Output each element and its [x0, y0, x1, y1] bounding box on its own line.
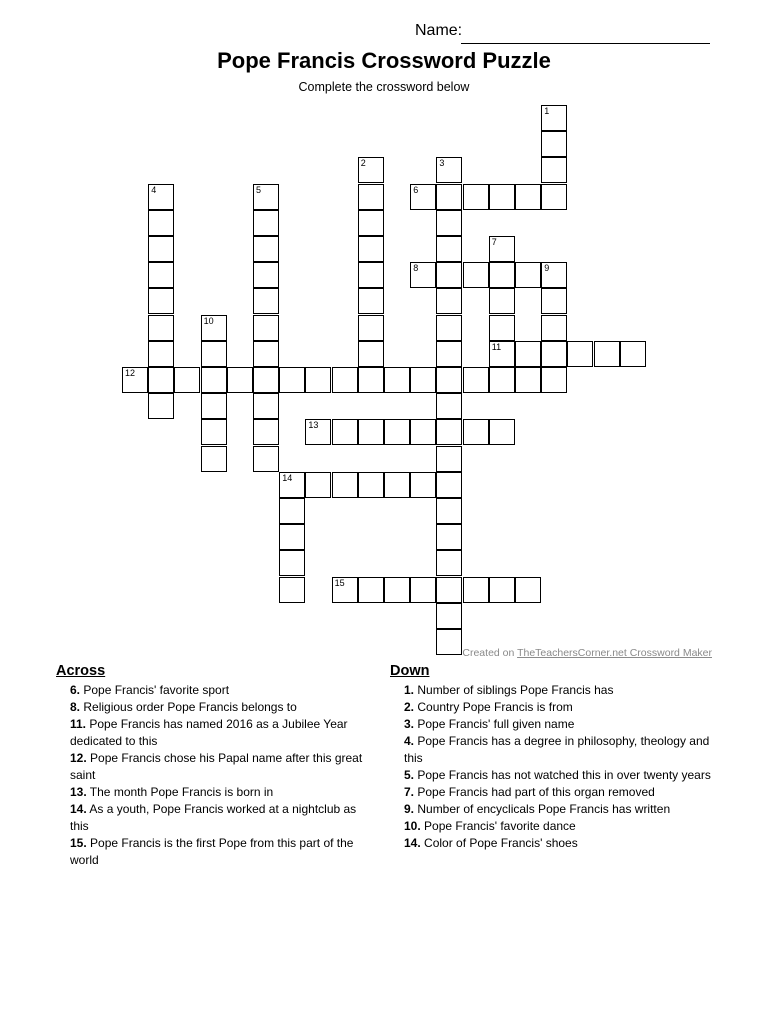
puzzle-title: Pope Francis Crossword Puzzle — [217, 48, 551, 73]
clue-item-number: 5. — [404, 768, 415, 782]
clue-item — [390, 818, 712, 835]
clue-item — [390, 699, 712, 716]
grid-cell[interactable] — [463, 577, 489, 603]
clue-item — [56, 784, 378, 801]
grid-cell[interactable] — [358, 157, 384, 183]
grid-cell[interactable] — [410, 262, 436, 288]
grid-cell[interactable] — [358, 315, 384, 341]
grid-cell[interactable] — [148, 367, 174, 393]
grid-cell[interactable] — [253, 288, 279, 314]
grid-cell[interactable] — [358, 577, 384, 603]
grid-cell[interactable] — [463, 184, 489, 210]
grid-cell[interactable] — [436, 472, 462, 498]
clue-number: 10 — [203, 315, 214, 326]
grid-cell[interactable] — [384, 472, 410, 498]
clue-item — [390, 801, 712, 818]
grid-cell[interactable] — [436, 341, 462, 367]
grid-cell[interactable] — [253, 210, 279, 236]
grid-cell[interactable] — [410, 184, 436, 210]
clue-item-number: 11. — [70, 717, 87, 731]
clue-number: 14 — [282, 472, 293, 483]
clue-item-text: Pope Francis had part of this organ removed — [414, 785, 655, 799]
grid-cell[interactable] — [436, 419, 462, 445]
grid-cell[interactable] — [541, 184, 567, 210]
grid-cell[interactable] — [358, 419, 384, 445]
grid-cell[interactable] — [384, 577, 410, 603]
clue-item-text: Pope Francis has not watched this in over twenty years — [414, 768, 711, 782]
grid-cell[interactable] — [332, 577, 358, 603]
grid-cell[interactable] — [279, 472, 305, 498]
clue-item-number: 7. — [404, 785, 415, 799]
clue-item — [390, 682, 712, 699]
grid-cell[interactable] — [436, 288, 462, 314]
clue-number: 5 — [256, 184, 262, 195]
grid-cell[interactable] — [148, 210, 174, 236]
grid-cell[interactable] — [305, 472, 331, 498]
clue-number: 6 — [413, 184, 419, 195]
clue-item-text: Color of Pope Francis' shoes — [420, 836, 578, 850]
clue-item — [390, 716, 712, 733]
clue-item-text: Religious order Pope Francis belongs to — [80, 700, 297, 714]
grid-cell[interactable] — [358, 288, 384, 314]
grid-cell[interactable] — [227, 367, 253, 393]
grid-cell[interactable] — [410, 367, 436, 393]
grid-cell[interactable] — [541, 288, 567, 314]
grid-cell[interactable] — [148, 288, 174, 314]
clue-item — [56, 835, 378, 869]
grid-cell[interactable] — [253, 393, 279, 419]
grid-cell[interactable] — [489, 262, 515, 288]
grid-cell[interactable] — [489, 184, 515, 210]
grid-cell[interactable] — [436, 262, 462, 288]
clue-item — [390, 835, 712, 852]
grid-cell[interactable] — [620, 341, 646, 367]
clue-number: 1 — [544, 106, 550, 116]
clue-number: 3 — [439, 158, 445, 169]
clue-item-number: 6. — [70, 683, 81, 697]
grid-cell[interactable] — [279, 498, 305, 524]
grid-cell[interactable] — [305, 419, 331, 445]
grid-cell[interactable] — [436, 393, 462, 419]
grid-cell[interactable] — [148, 262, 174, 288]
clue-item-text: Pope Francis chose his Papal name after this great saint — [70, 751, 363, 782]
grid-cell[interactable] — [436, 524, 462, 550]
clue-number: 9 — [544, 263, 550, 274]
grid-cell[interactable] — [253, 184, 279, 210]
clue-item-text: Number of encyclicals Pope Francis has written — [414, 802, 671, 816]
across-clue-list — [56, 682, 378, 869]
grid-cell[interactable] — [489, 367, 515, 393]
clue-item-number: 14. — [70, 802, 87, 816]
grid-cell[interactable] — [201, 367, 227, 393]
grid-cell[interactable] — [201, 315, 227, 341]
grid-cell[interactable] — [201, 419, 227, 445]
grid-cell[interactable] — [253, 367, 279, 393]
clue-number: 8 — [413, 263, 419, 274]
grid-cell[interactable] — [358, 184, 384, 210]
grid-cell[interactable] — [358, 210, 384, 236]
clue-item-number: 8. — [70, 700, 81, 714]
grid-cell[interactable] — [253, 341, 279, 367]
clue-item — [56, 716, 378, 750]
grid-cell[interactable] — [436, 184, 462, 210]
grid-cell[interactable] — [541, 341, 567, 367]
grid-cell[interactable] — [436, 236, 462, 262]
grid-cell[interactable] — [541, 367, 567, 393]
grid-cell[interactable] — [515, 184, 541, 210]
clue-item-number: 2. — [404, 700, 415, 714]
grid-cell[interactable] — [332, 419, 358, 445]
grid-cell[interactable] — [515, 262, 541, 288]
clue-item-text: Pope Francis' favorite sport — [80, 683, 230, 697]
clue-item-text: Pope Francis' full given name — [414, 717, 575, 731]
grid-cell[interactable] — [515, 577, 541, 603]
clue-item-number: 12. — [70, 751, 87, 765]
credit-link[interactable]: TheTeachersCorner.net Crossword Maker — [517, 647, 712, 659]
grid-cell[interactable] — [358, 367, 384, 393]
clue-item-number: 15. — [70, 836, 87, 850]
grid-cell[interactable] — [436, 603, 462, 629]
grid-cell[interactable] — [305, 367, 331, 393]
grid-cell[interactable] — [253, 236, 279, 262]
clue-item — [390, 784, 712, 801]
clue-item — [56, 750, 378, 784]
grid-cell[interactable] — [541, 315, 567, 341]
clue-item-text: Pope Francis has a degree in philosophy, theology and this — [404, 734, 710, 765]
clue-item-number: 9. — [404, 802, 415, 816]
grid-cell[interactable] — [174, 367, 200, 393]
grid-cell[interactable] — [541, 105, 567, 131]
clue-item — [390, 733, 712, 767]
clue-item-number: 10. — [404, 819, 421, 833]
down-clue-list — [390, 682, 712, 852]
clue-number: 2 — [360, 158, 366, 169]
clue-item-number: 13. — [70, 785, 87, 799]
clue-item-text: Number of siblings Pope Francis has — [414, 683, 614, 697]
grid-cell[interactable] — [358, 262, 384, 288]
grid-cell[interactable] — [436, 157, 462, 183]
clue-number: 11 — [491, 341, 502, 352]
clue-item — [56, 801, 378, 835]
clue-item-text: Country Pope Francis is from — [414, 700, 573, 714]
grid-cell[interactable] — [436, 446, 462, 472]
grid-cell[interactable] — [253, 419, 279, 445]
across-heading: Across — [56, 663, 106, 679]
grid-cell[interactable] — [253, 315, 279, 341]
grid-cell[interactable] — [384, 419, 410, 445]
grid-cell[interactable] — [279, 550, 305, 576]
grid-cell[interactable] — [436, 367, 462, 393]
grid-cell[interactable] — [148, 236, 174, 262]
down-heading: Down — [390, 663, 430, 679]
clue-item-text: Pope Francis has named 2016 as a Jubilee Year dedicated to this — [70, 717, 348, 748]
grid-cell[interactable] — [148, 184, 174, 210]
clue-item-text: Pope Francis is the first Pope from this part of the world — [70, 836, 354, 867]
grid-cell[interactable] — [489, 288, 515, 314]
clue-item-number: 3. — [404, 717, 415, 731]
clue-item-text: The month Pope Francis is born in — [86, 785, 274, 799]
grid-cell[interactable] — [122, 367, 148, 393]
grid-cell[interactable] — [463, 419, 489, 445]
grid-cell[interactable] — [253, 262, 279, 288]
clue-item-text: As a youth, Pope Francis worked at a nightclub as this — [70, 802, 357, 833]
grid-cell[interactable] — [148, 315, 174, 341]
grid-cell[interactable] — [279, 577, 305, 603]
credit-prefix: Created on — [462, 647, 518, 659]
across-clues — [56, 662, 378, 869]
grid-cell[interactable] — [358, 236, 384, 262]
grid-cell[interactable] — [489, 315, 515, 341]
grid-cell[interactable] — [279, 524, 305, 550]
grid-cell[interactable] — [541, 157, 567, 183]
grid-cell[interactable] — [594, 341, 620, 367]
clue-number: 15 — [334, 577, 345, 588]
grid-cell[interactable] — [358, 472, 384, 498]
grid-cell[interactable] — [332, 367, 358, 393]
grid-cell[interactable] — [541, 262, 567, 288]
grid-cell[interactable] — [541, 131, 567, 157]
grid-cell[interactable] — [515, 367, 541, 393]
grid-cell[interactable] — [463, 262, 489, 288]
clue-number: 12 — [125, 368, 136, 378]
grid-cell[interactable] — [436, 577, 462, 603]
clue-number: 7 — [491, 237, 497, 247]
grid-cell[interactable] — [332, 472, 358, 498]
grid-cell[interactable] — [436, 210, 462, 236]
grid-cell[interactable] — [489, 577, 515, 603]
puzzle-subtitle: Complete the crossword below — [298, 80, 470, 94]
grid-cell[interactable] — [436, 315, 462, 341]
credit-line — [462, 647, 712, 659]
grid-cell[interactable] — [201, 393, 227, 419]
grid-cell[interactable] — [489, 341, 515, 367]
grid-cell[interactable] — [436, 550, 462, 576]
grid-cell[interactable] — [463, 367, 489, 393]
grid-cell[interactable] — [148, 393, 174, 419]
grid-cell[interactable] — [384, 367, 410, 393]
grid-cell[interactable] — [436, 629, 462, 655]
clue-number: 13 — [308, 420, 319, 431]
grid-cell[interactable] — [410, 419, 436, 445]
grid-cell[interactable] — [201, 446, 227, 472]
grid-cell[interactable] — [201, 341, 227, 367]
clue-item — [56, 682, 378, 699]
grid-cell[interactable] — [489, 236, 515, 262]
clue-item — [390, 767, 712, 784]
grid-cell[interactable] — [567, 341, 593, 367]
clue-item — [56, 699, 378, 716]
name-label: Name: — [415, 22, 463, 39]
grid-cell[interactable] — [436, 498, 462, 524]
grid-cell[interactable] — [410, 472, 436, 498]
grid-cell[interactable] — [148, 341, 174, 367]
grid-cell[interactable] — [515, 341, 541, 367]
grid-cell[interactable] — [279, 367, 305, 393]
clue-item-number: 14. — [404, 836, 421, 850]
grid-cell[interactable] — [358, 341, 384, 367]
clue-item-number: 4. — [404, 734, 415, 748]
grid-cell[interactable] — [253, 446, 279, 472]
down-clues — [390, 662, 712, 852]
grid-cell[interactable] — [410, 577, 436, 603]
grid-cell[interactable] — [489, 419, 515, 445]
clue-item-text: Pope Francis' favorite dance — [420, 819, 576, 833]
clue-item-number: 1. — [404, 683, 415, 697]
clue-number: 4 — [151, 184, 157, 195]
